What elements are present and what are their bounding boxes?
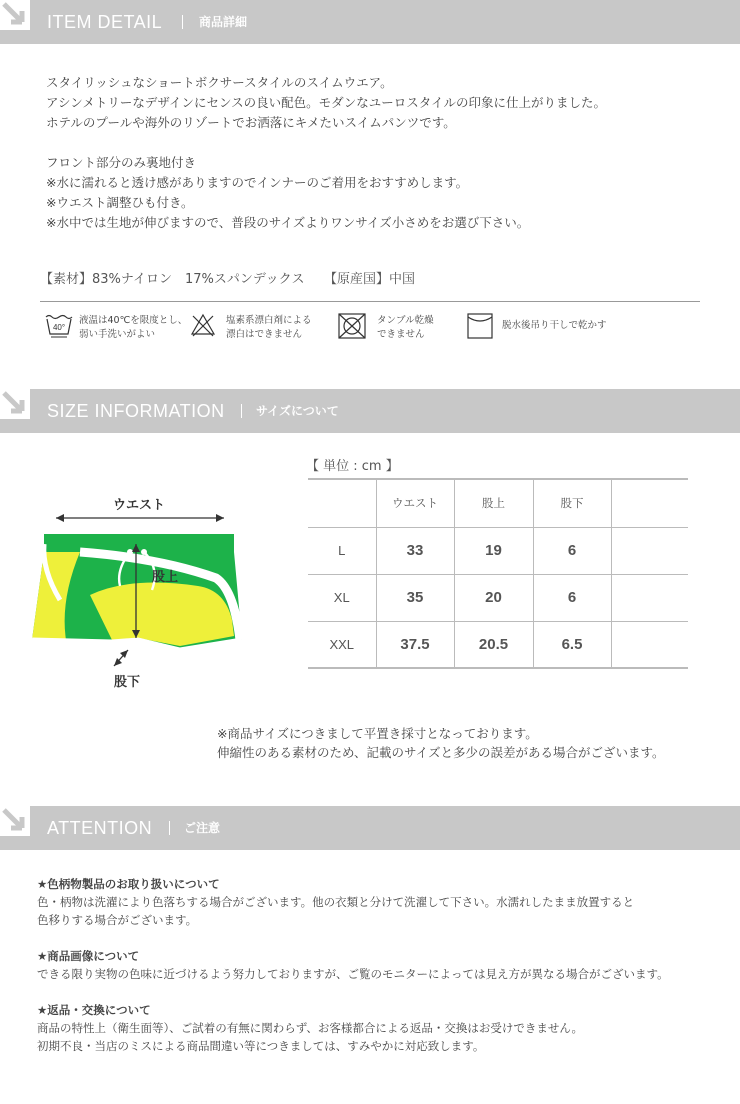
care-item [45, 312, 188, 342]
size-note-line: 伸縮性のある素材のため、記載のサイズと多少の誤差がある場合がございます。 [217, 745, 665, 760]
care-item [466, 312, 616, 342]
attention-line: 商品の特性上（衛生面等）、ご試着の有無に関わらず、お客様都合による返品・交換はお受けできません。 [37, 1021, 584, 1035]
table-cell: 6 [533, 527, 611, 574]
title-separator [182, 15, 183, 29]
svg-text:40°: 40° [52, 323, 66, 332]
material-origin: 【素材】83%ナイロン 17%スパンデックス 【原産国】中国 [40, 272, 415, 287]
no-tumble-dry-icon [337, 312, 367, 340]
size-label: L [308, 527, 376, 574]
attention-line: できる限り実物の色味に近づけるよう努力しておりますが、ご覧のモニターによっては見え方が異なる場合がございます。 [37, 967, 669, 981]
table-cell [611, 574, 688, 621]
section-title-en: SIZE INFORMATION [47, 401, 225, 421]
attention-header [0, 806, 740, 850]
column-header: 股下 [533, 479, 611, 527]
section-title-en: ATTENTION [47, 818, 153, 838]
care-text [377, 314, 434, 342]
table-cell: 20.5 [454, 621, 533, 668]
attention-line: 色・柄物は洗濯により色落ちする場合がございます。他の衣類と分けて洗濯して下さい。水濡れしたまま放置すると [37, 895, 635, 909]
product-description [46, 73, 606, 133]
feature-line: ※水に濡れると透け感がありますのでインナーのご着用をおすすめします。 [46, 175, 469, 190]
section-title-en: ITEM DETAIL [47, 12, 163, 32]
size-table [308, 478, 688, 669]
table-row [308, 527, 688, 574]
attention-body [37, 893, 634, 929]
table-cell [611, 527, 688, 574]
attention-line: 初期不良・当店のミスによる商品間違い等につきましては、すみやかに対応致します。 [37, 1039, 485, 1053]
corner-arrow-icon [0, 806, 30, 836]
column-header: 股上 [454, 479, 533, 527]
care-item [337, 312, 447, 342]
description-line: スタイリッシュなショートボクサースタイルのスイムウエア。 [46, 75, 393, 90]
size-label: XL [308, 574, 376, 621]
attention-title: ★返品・交換について [37, 1003, 151, 1017]
feature-line: フロント部分のみ裏地付き [46, 155, 197, 170]
size-info-header [0, 389, 740, 433]
table-cell: 33 [376, 527, 454, 574]
care-text-line: できません [377, 329, 425, 340]
section-title-jp: 商品詳細 [199, 15, 248, 29]
table-row [308, 621, 688, 668]
size-table-header-row [308, 479, 688, 527]
column-header: ウエスト [376, 479, 454, 527]
size-label: XXL [308, 621, 376, 668]
table-cell: 19 [454, 527, 533, 574]
description-line: アシンメトリーなデザインにセンスの良い配色。モダンなユーロスタイルの印象に仕上がりました。 [46, 95, 606, 110]
care-item [190, 312, 320, 342]
care-text [502, 319, 607, 333]
column-header [308, 479, 376, 527]
care-text-line: 脱水後吊り干しで乾かす [502, 320, 607, 331]
description-line: ホテルのプールや海外のリゾートでお洒落にキメたいスイムパンツです。 [46, 115, 456, 130]
item-detail-header [0, 0, 740, 44]
swim-trunks-diagram [20, 490, 260, 700]
table-cell [611, 621, 688, 668]
corner-arrow-icon [0, 389, 30, 419]
care-text [79, 314, 187, 342]
care-text-line: 塩素系漂白剤による [226, 315, 312, 326]
size-notes [217, 724, 665, 762]
swim-trunks-illustration [20, 490, 260, 700]
table-row [308, 574, 688, 621]
attention-body [37, 1019, 583, 1055]
divider [40, 301, 700, 302]
title-separator [169, 821, 170, 835]
column-header [611, 479, 688, 527]
care-text-line: 液温は40℃を限度とし、 [79, 315, 188, 326]
care-text-line: 弱い手洗いがよい [79, 329, 156, 340]
table-cell: 35 [376, 574, 454, 621]
waist-label: ウエスト [113, 498, 166, 513]
feature-line: ※ウエスト調整ひも付き。 [46, 195, 194, 210]
table-cell: 37.5 [376, 621, 454, 668]
corner-arrow-icon [0, 0, 30, 30]
section-title-jp: サイズについて [256, 404, 339, 418]
attention-title: ★色柄物製品のお取り扱いについて [37, 877, 220, 891]
product-features [46, 153, 529, 233]
size-note-line: ※商品サイズにつきまして平置き採寸となっております。 [217, 726, 538, 741]
feature-line: ※水中では生地が伸びますので、普段のサイズよりワンサイズ小さめをお選び下さい。 [46, 215, 530, 230]
section-title-jp: ご注意 [184, 821, 221, 835]
wash-40-icon [45, 312, 73, 340]
table-cell: 6.5 [533, 621, 611, 668]
care-text-line: タンブル乾燥 [377, 315, 434, 326]
inseam-label: 股下 [114, 675, 141, 690]
unit-label: 【 単位 : cm 】 [306, 459, 399, 474]
attention-body [37, 965, 669, 983]
rise-label: 股上 [152, 570, 179, 585]
care-text-line: 漂白はできません [226, 329, 303, 340]
attention-line: 色移りする場合がございます。 [37, 913, 198, 927]
table-cell: 20 [454, 574, 533, 621]
title-separator [241, 404, 242, 418]
hang-dry-icon [466, 312, 494, 340]
care-text [226, 314, 312, 342]
attention-title: ★商品画像について [37, 949, 140, 963]
table-cell: 6 [533, 574, 611, 621]
no-bleach-icon [190, 312, 216, 338]
